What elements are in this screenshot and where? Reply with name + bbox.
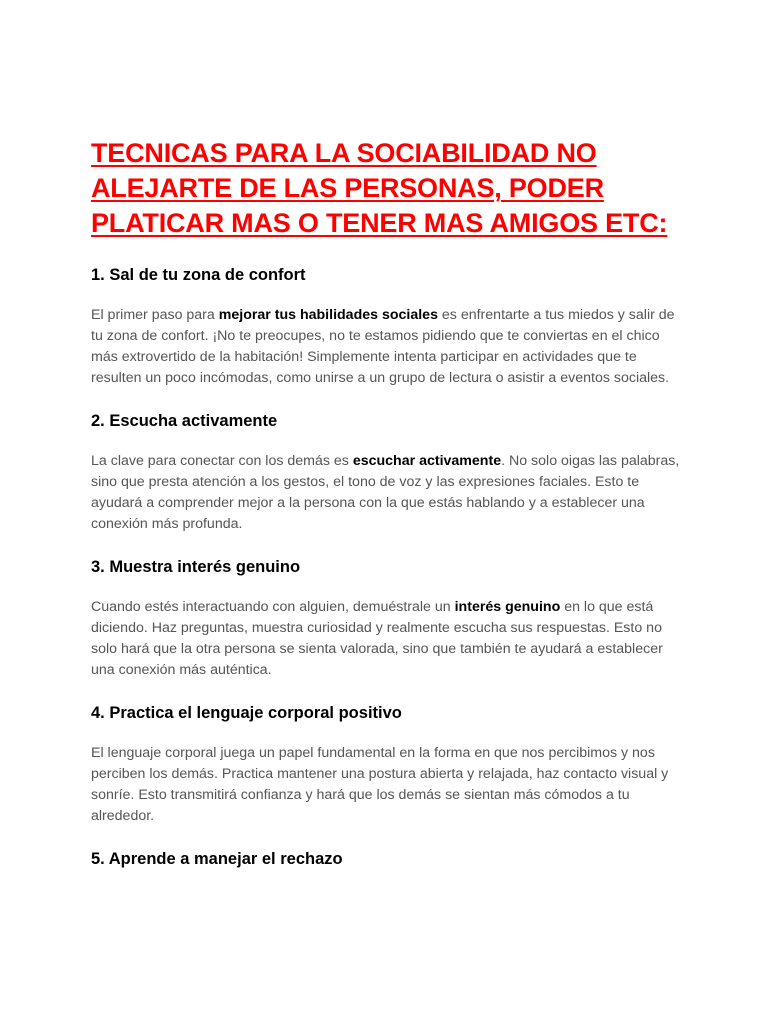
- paragraph-text: en lo que está diciendo. Haz preguntas, muestra curiosidad y realmente escucha sus respuestas. Esto no solo hará que la otra persona se sienta valorada, sino que también te ayudará a establecer una conexión más auténtica.: [91, 599, 663, 678]
- section-manejar-el-rechazo: [91, 847, 681, 871]
- document-content: [91, 136, 681, 871]
- section-escucha-activamente: [91, 409, 681, 535]
- document-title: TECNICAS PARA LA SOCIABILIDAD NO ALEJARTE DE LAS PERSONAS, PODER PLATICAR MAS O TENER MAS AMIGOS ETC:: [91, 138, 668, 238]
- paragraph-text: Cuando estés interactuando con alguien, demuéstrale un: [91, 599, 455, 615]
- section-muestra-interes-genuino: [91, 555, 681, 681]
- paragraph-text: . No solo oigas las palabras, sino que presta atención a los gestos, el tono de voz y las expresiones faciales. Esto te ayudará a comprender mejor a la persona con la que estás hablando y a establecer una conexión más profunda.: [91, 453, 680, 532]
- paragraph-text: es enfrentarte a tus miedos y salir de tu zona de confort. ¡No te preocupes, no te estamos pidiendo que te conviertas en el chico más extrovertido de la habitación! Simplemente intenta participar en actividades que te resulten un poco incómodas, como unirse a un grupo de lectura o asistir a eventos sociales.: [91, 307, 675, 386]
- section-heading: 4. Practica el lenguaje corporal positivo: [91, 704, 402, 722]
- section-paragraph: [91, 305, 681, 389]
- section-heading: 1. Sal de tu zona de confort: [91, 266, 306, 284]
- section-heading: 2. Escucha activamente: [91, 412, 278, 430]
- section-heading: 3. Muestra interés genuino: [91, 558, 301, 576]
- section-paragraph: [91, 597, 681, 681]
- section-paragraph: [91, 451, 681, 535]
- section-heading: 5. Aprende a manejar el rechazo: [91, 850, 343, 868]
- paragraph-bold-text: mejorar tus habilidades sociales: [218, 307, 438, 323]
- section-sal-de-tu-zona-de-confort: [91, 263, 681, 389]
- paragraph-text: El primer paso para: [91, 307, 219, 323]
- paragraph-bold-text: escuchar activamente: [352, 453, 502, 469]
- paragraph-bold-text: interés genuino: [454, 599, 561, 615]
- section-paragraph: El lenguaje corporal juega un papel fundamental en la forma en que nos percibimos y nos perciben los demás. Practica mantener una postura abierta y relajada, haz contacto visual y sonríe. Esto transmitirá confianza y hará que los demás se sientan más cómodos a tu alrededor.: [91, 745, 669, 824]
- section-lenguaje-corporal-positivo: [91, 701, 681, 827]
- paragraph-text: La clave para conectar con los demás es: [91, 453, 353, 469]
